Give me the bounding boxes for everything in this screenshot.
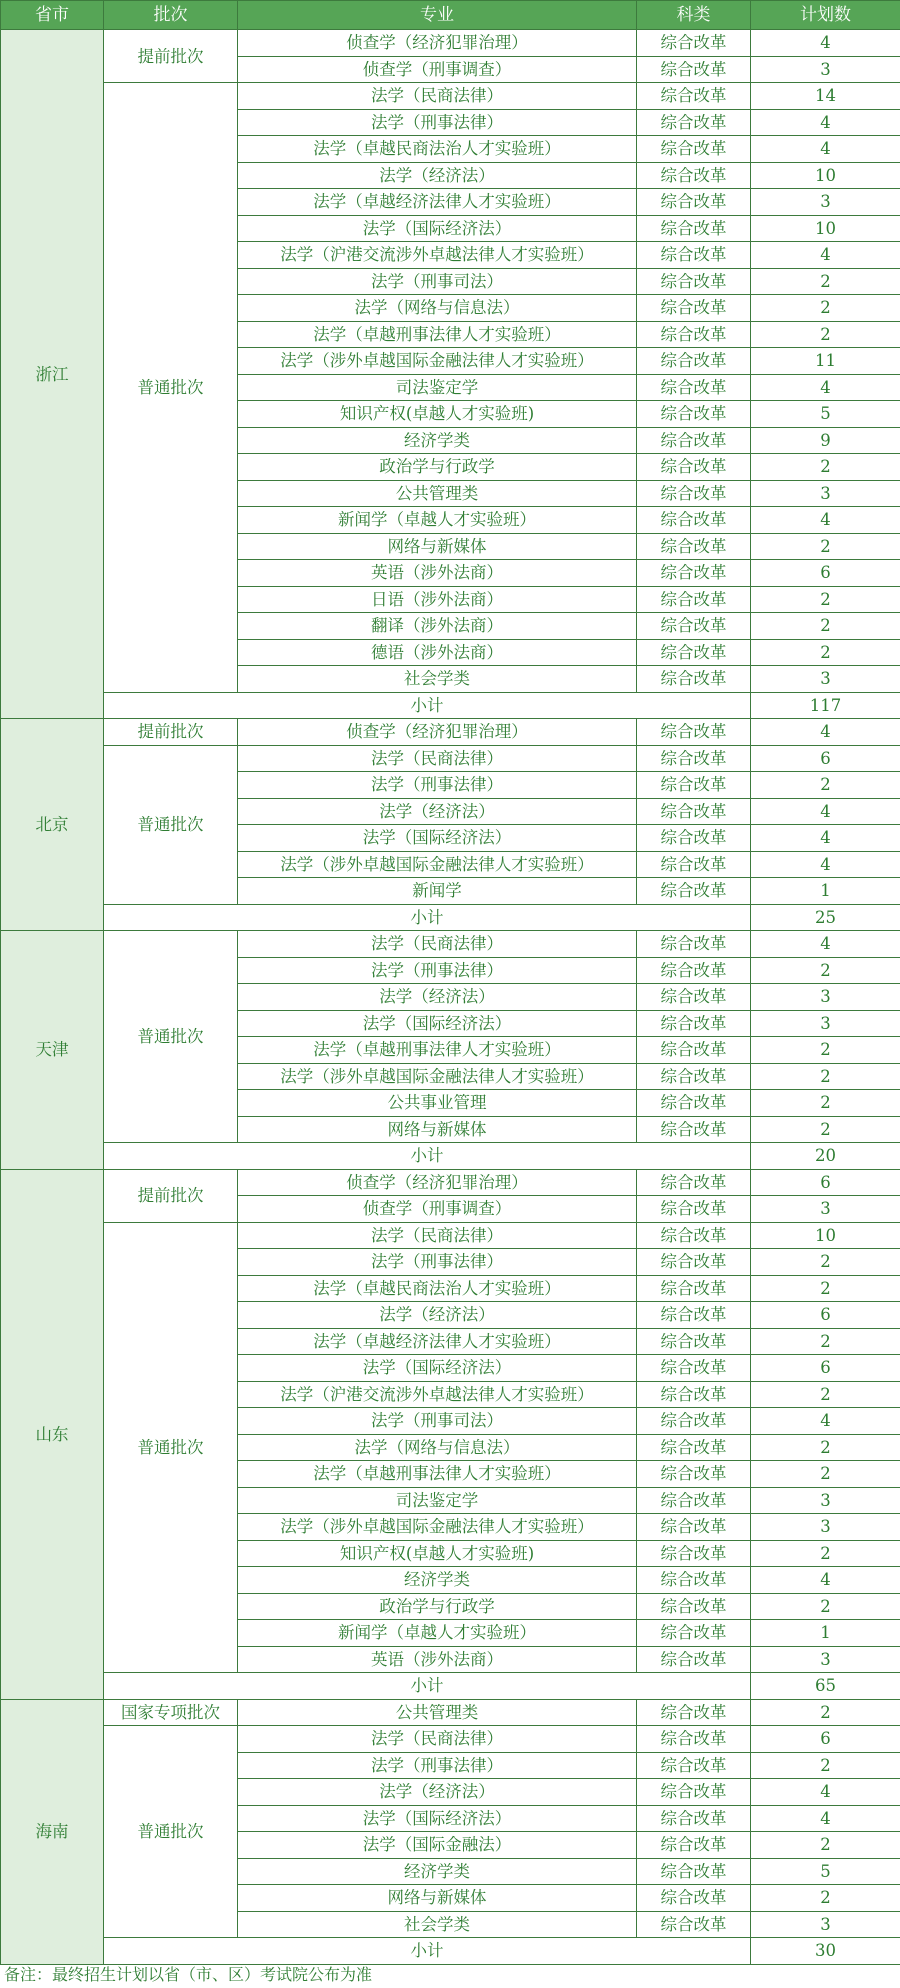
table-row — [1, 1222, 900, 1249]
plan-count-cell: 4 — [751, 374, 900, 401]
plan-count-cell: 5 — [751, 401, 900, 428]
header-plan-count: 计划数 — [751, 1, 900, 30]
category-cell: 综合改革 — [637, 931, 751, 958]
batch-cell: 普通批次 — [104, 745, 238, 904]
plan-count-cell: 6 — [751, 1169, 900, 1196]
plan-count-cell: 6 — [751, 1726, 900, 1753]
plan-count-cell: 2 — [751, 1063, 900, 1090]
major-cell: 知识产权(卓越人才实验班) — [238, 1540, 637, 1567]
category-cell: 综合改革 — [637, 1275, 751, 1302]
plan-count-cell: 2 — [751, 295, 900, 322]
category-cell: 综合改革 — [637, 189, 751, 216]
category-cell: 综合改革 — [637, 454, 751, 481]
batch-cell: 国家专项批次 — [104, 1699, 238, 1726]
category-cell: 综合改革 — [637, 1620, 751, 1647]
table-row — [1, 745, 900, 772]
category-cell: 综合改革 — [637, 1222, 751, 1249]
category-cell: 综合改革 — [637, 719, 751, 746]
plan-count-cell: 2 — [751, 1461, 900, 1488]
plan-count-cell: 6 — [751, 1355, 900, 1382]
major-cell: 网络与新媒体 — [238, 1885, 637, 1912]
category-cell: 综合改革 — [637, 1540, 751, 1567]
plan-count-cell: 2 — [751, 1885, 900, 1912]
major-cell: 法学（沪港交流涉外卓越法律人才实验班） — [238, 1381, 637, 1408]
table-row — [1, 30, 900, 57]
batch-cell: 普通批次 — [104, 1726, 238, 1938]
category-cell: 综合改革 — [637, 1752, 751, 1779]
footnote: 备注：最终招生计划以省（市、区）考试院公布为准 — [4, 1965, 373, 1984]
plan-count-cell: 6 — [751, 560, 900, 587]
plan-count-cell: 1 — [751, 1620, 900, 1647]
major-cell: 社会学类 — [238, 666, 637, 693]
major-cell: 司法鉴定学 — [238, 1487, 637, 1514]
subtotal-value: 20 — [751, 1143, 900, 1170]
major-cell: 社会学类 — [238, 1911, 637, 1938]
major-cell: 法学（卓越刑事法律人才实验班） — [238, 1037, 637, 1064]
category-cell: 综合改革 — [637, 401, 751, 428]
category-cell: 综合改革 — [637, 136, 751, 163]
batch-cell: 提前批次 — [104, 1169, 238, 1222]
category-cell: 综合改革 — [637, 745, 751, 772]
plan-count-cell: 3 — [751, 666, 900, 693]
category-cell: 综合改革 — [637, 1805, 751, 1832]
major-cell: 法学（涉外卓越国际金融法律人才实验班） — [238, 851, 637, 878]
category-cell: 综合改革 — [637, 1487, 751, 1514]
major-cell: 法学（国际经济法） — [238, 1010, 637, 1037]
category-cell: 综合改革 — [637, 1408, 751, 1435]
major-cell: 法学（民商法律） — [238, 1726, 637, 1753]
major-cell: 翻译（涉外法商） — [238, 613, 637, 640]
plan-count-cell: 1 — [751, 878, 900, 905]
plan-count-cell: 4 — [751, 1779, 900, 1806]
major-cell: 法学（国际经济法） — [238, 215, 637, 242]
plan-count-cell: 3 — [751, 1911, 900, 1938]
major-cell: 法学（沪港交流涉外卓越法律人才实验班） — [238, 242, 637, 269]
plan-count-cell: 2 — [751, 1037, 900, 1064]
plan-count-cell: 2 — [751, 957, 900, 984]
major-cell: 司法鉴定学 — [238, 374, 637, 401]
major-cell: 法学（刑事司法） — [238, 268, 637, 295]
batch-cell: 普通批次 — [104, 1222, 238, 1673]
category-cell: 综合改革 — [637, 215, 751, 242]
plan-count-cell: 4 — [751, 30, 900, 57]
major-cell: 政治学与行政学 — [238, 454, 637, 481]
major-cell: 法学（刑事法律） — [238, 957, 637, 984]
category-cell: 综合改革 — [637, 242, 751, 269]
plan-count-cell: 2 — [751, 1752, 900, 1779]
table-row — [1, 1699, 900, 1726]
plan-count-cell: 3 — [751, 1514, 900, 1541]
plan-count-cell: 3 — [751, 984, 900, 1011]
plan-count-cell: 2 — [751, 1116, 900, 1143]
plan-count-cell: 4 — [751, 825, 900, 852]
major-cell: 经济学类 — [238, 1858, 637, 1885]
category-cell: 综合改革 — [637, 613, 751, 640]
category-cell: 综合改革 — [637, 1355, 751, 1382]
province-cell: 天津 — [1, 931, 104, 1170]
category-cell: 综合改革 — [637, 798, 751, 825]
category-cell: 综合改革 — [637, 348, 751, 375]
province-cell: 北京 — [1, 719, 104, 931]
subtotal-label: 小计 — [104, 1673, 751, 1700]
major-cell: 法学（国际经济法） — [238, 825, 637, 852]
major-cell: 法学（卓越民商法治人才实验班） — [238, 136, 637, 163]
major-cell: 法学（民商法律） — [238, 931, 637, 958]
category-cell: 综合改革 — [637, 533, 751, 560]
plan-count-cell: 11 — [751, 348, 900, 375]
major-cell: 知识产权(卓越人才实验班) — [238, 401, 637, 428]
category-cell: 综合改革 — [637, 1567, 751, 1594]
category-cell: 综合改革 — [637, 1832, 751, 1859]
table-row — [1, 83, 900, 110]
category-cell: 综合改革 — [637, 1196, 751, 1223]
category-cell: 综合改革 — [637, 268, 751, 295]
category-cell: 综合改革 — [637, 83, 751, 110]
category-cell: 综合改革 — [637, 851, 751, 878]
major-cell: 法学（经济法） — [238, 984, 637, 1011]
plan-count-cell: 2 — [751, 1699, 900, 1726]
category-cell: 综合改革 — [637, 825, 751, 852]
plan-count-cell: 2 — [751, 1540, 900, 1567]
major-cell: 政治学与行政学 — [238, 1593, 637, 1620]
plan-count-cell: 10 — [751, 215, 900, 242]
major-cell: 英语（涉外法商） — [238, 1646, 637, 1673]
subtotal-row — [1, 904, 900, 931]
major-cell: 法学（涉外卓越国际金融法律人才实验班） — [238, 348, 637, 375]
plan-count-cell: 4 — [751, 719, 900, 746]
major-cell: 法学（卓越刑事法律人才实验班） — [238, 321, 637, 348]
major-cell: 法学（经济法） — [238, 1779, 637, 1806]
category-cell: 综合改革 — [637, 162, 751, 189]
table-body — [1, 30, 900, 1965]
plan-count-cell: 14 — [751, 83, 900, 110]
plan-count-cell: 4 — [751, 507, 900, 534]
plan-count-cell: 6 — [751, 1302, 900, 1329]
major-cell: 经济学类 — [238, 1567, 637, 1594]
major-cell: 法学（卓越民商法治人才实验班） — [238, 1275, 637, 1302]
major-cell: 法学（网络与信息法） — [238, 1434, 637, 1461]
major-cell: 法学（民商法律） — [238, 745, 637, 772]
category-cell: 综合改革 — [637, 1010, 751, 1037]
plan-count-cell: 3 — [751, 480, 900, 507]
major-cell: 日语（涉外法商） — [238, 586, 637, 613]
subtotal-row — [1, 1143, 900, 1170]
plan-count-cell: 4 — [751, 1567, 900, 1594]
category-cell: 综合改革 — [637, 56, 751, 83]
plan-count-cell: 3 — [751, 1487, 900, 1514]
subtotal-value: 65 — [751, 1673, 900, 1700]
table-row — [1, 1726, 900, 1753]
category-cell: 综合改革 — [637, 1779, 751, 1806]
category-cell: 综合改革 — [637, 1699, 751, 1726]
plan-count-cell: 4 — [751, 242, 900, 269]
batch-cell: 普通批次 — [104, 931, 238, 1143]
major-cell: 法学（卓越经济法律人才实验班） — [238, 1328, 637, 1355]
plan-count-cell: 2 — [751, 1593, 900, 1620]
plan-count-cell: 4 — [751, 109, 900, 136]
plan-count-cell: 3 — [751, 56, 900, 83]
province-cell: 浙江 — [1, 30, 104, 719]
major-cell: 侦查学（经济犯罪治理） — [238, 1169, 637, 1196]
plan-count-cell: 4 — [751, 931, 900, 958]
major-cell: 法学（国际金融法） — [238, 1832, 637, 1859]
table-row — [1, 719, 900, 746]
major-cell: 侦查学（刑事调查） — [238, 56, 637, 83]
category-cell: 综合改革 — [637, 1726, 751, 1753]
category-cell: 综合改革 — [637, 295, 751, 322]
major-cell: 法学（卓越经济法律人才实验班） — [238, 189, 637, 216]
category-cell: 综合改革 — [637, 1302, 751, 1329]
category-cell: 综合改革 — [637, 560, 751, 587]
plan-count-cell: 4 — [751, 798, 900, 825]
category-cell: 综合改革 — [637, 878, 751, 905]
category-cell: 综合改革 — [637, 480, 751, 507]
major-cell: 侦查学（经济犯罪治理） — [238, 30, 637, 57]
header-row — [1, 1, 900, 30]
major-cell: 公共管理类 — [238, 480, 637, 507]
category-cell: 综合改革 — [637, 1328, 751, 1355]
subtotal-row — [1, 692, 900, 719]
header-batch: 批次 — [104, 1, 238, 30]
subtotal-label: 小计 — [104, 904, 751, 931]
category-cell: 综合改革 — [637, 1063, 751, 1090]
plan-count-cell: 4 — [751, 1408, 900, 1435]
category-cell: 综合改革 — [637, 1858, 751, 1885]
category-cell: 综合改革 — [637, 1593, 751, 1620]
major-cell: 侦查学（经济犯罪治理） — [238, 719, 637, 746]
province-cell: 海南 — [1, 1699, 104, 1964]
major-cell: 法学（刑事法律） — [238, 1752, 637, 1779]
major-cell: 侦查学（刑事调查） — [238, 1196, 637, 1223]
category-cell: 综合改革 — [637, 1037, 751, 1064]
category-cell: 综合改革 — [637, 321, 751, 348]
plan-count-cell: 2 — [751, 1249, 900, 1276]
major-cell: 法学（刑事法律） — [238, 109, 637, 136]
category-cell: 综合改革 — [637, 957, 751, 984]
plan-count-cell: 3 — [751, 1196, 900, 1223]
plan-count-cell: 2 — [751, 1090, 900, 1117]
header-major: 专业 — [238, 1, 637, 30]
major-cell: 法学（国际经济法） — [238, 1355, 637, 1382]
plan-count-cell: 2 — [751, 1434, 900, 1461]
plan-count-cell: 2 — [751, 772, 900, 799]
category-cell: 综合改革 — [637, 1434, 751, 1461]
category-cell: 综合改革 — [637, 586, 751, 613]
subtotal-value: 117 — [751, 692, 900, 719]
major-cell: 法学（刑事法律） — [238, 1249, 637, 1276]
major-cell: 经济学类 — [238, 427, 637, 454]
major-cell: 网络与新媒体 — [238, 1116, 637, 1143]
category-cell: 综合改革 — [637, 374, 751, 401]
category-cell: 综合改革 — [637, 984, 751, 1011]
plan-count-cell: 9 — [751, 427, 900, 454]
table-header — [1, 1, 900, 30]
plan-count-cell: 2 — [751, 1381, 900, 1408]
plan-count-cell: 2 — [751, 586, 900, 613]
category-cell: 综合改革 — [637, 1169, 751, 1196]
major-cell: 法学（经济法） — [238, 798, 637, 825]
province-cell: 山东 — [1, 1169, 104, 1699]
subtotal-row — [1, 1673, 900, 1700]
major-cell: 德语（涉外法商） — [238, 639, 637, 666]
category-cell: 综合改革 — [637, 666, 751, 693]
plan-count-cell: 2 — [751, 321, 900, 348]
subtotal-label: 小计 — [104, 1143, 751, 1170]
major-cell: 新闻学 — [238, 878, 637, 905]
category-cell: 综合改革 — [637, 1249, 751, 1276]
plan-count-cell: 5 — [751, 1858, 900, 1885]
plan-count-cell: 10 — [751, 1222, 900, 1249]
category-cell: 综合改革 — [637, 427, 751, 454]
plan-count-cell: 4 — [751, 136, 900, 163]
major-cell: 法学（涉外卓越国际金融法律人才实验班） — [238, 1514, 637, 1541]
category-cell: 综合改革 — [637, 30, 751, 57]
plan-count-cell: 2 — [751, 613, 900, 640]
batch-cell: 普通批次 — [104, 83, 238, 693]
major-cell: 法学（涉外卓越国际金融法律人才实验班） — [238, 1063, 637, 1090]
category-cell: 综合改革 — [637, 1116, 751, 1143]
category-cell: 综合改革 — [637, 1514, 751, 1541]
major-cell: 法学（民商法律） — [238, 1222, 637, 1249]
category-cell: 综合改革 — [637, 1911, 751, 1938]
category-cell: 综合改革 — [637, 1461, 751, 1488]
header-province: 省市 — [1, 1, 104, 30]
category-cell: 综合改革 — [637, 1090, 751, 1117]
header-category: 科类 — [637, 1, 751, 30]
plan-count-cell: 10 — [751, 162, 900, 189]
subtotal-row — [1, 1938, 900, 1965]
batch-cell: 提前批次 — [104, 30, 238, 83]
category-cell: 综合改革 — [637, 639, 751, 666]
major-cell: 法学（网络与信息法） — [238, 295, 637, 322]
major-cell: 法学（经济法） — [238, 1302, 637, 1329]
plan-count-cell: 2 — [751, 533, 900, 560]
major-cell: 网络与新媒体 — [238, 533, 637, 560]
table-row — [1, 1169, 900, 1196]
category-cell: 综合改革 — [637, 109, 751, 136]
plan-count-cell: 6 — [751, 745, 900, 772]
plan-count-cell: 2 — [751, 454, 900, 481]
subtotal-label: 小计 — [104, 1938, 751, 1965]
major-cell: 法学（刑事司法） — [238, 1408, 637, 1435]
plan-count-cell: 3 — [751, 1010, 900, 1037]
subtotal-label: 小计 — [104, 692, 751, 719]
major-cell: 新闻学（卓越人才实验班） — [238, 507, 637, 534]
plan-count-cell: 2 — [751, 1328, 900, 1355]
plan-count-cell: 4 — [751, 851, 900, 878]
major-cell: 法学（卓越刑事法律人才实验班） — [238, 1461, 637, 1488]
category-cell: 综合改革 — [637, 772, 751, 799]
plan-count-cell: 3 — [751, 1646, 900, 1673]
major-cell: 公共管理类 — [238, 1699, 637, 1726]
plan-count-cell: 2 — [751, 1832, 900, 1859]
major-cell: 英语（涉外法商） — [238, 560, 637, 587]
plan-count-cell: 3 — [751, 189, 900, 216]
category-cell: 综合改革 — [637, 507, 751, 534]
major-cell: 法学（经济法） — [238, 162, 637, 189]
batch-cell: 提前批次 — [104, 719, 238, 746]
category-cell: 综合改革 — [637, 1646, 751, 1673]
plan-count-cell: 2 — [751, 1275, 900, 1302]
major-cell: 新闻学（卓越人才实验班） — [238, 1620, 637, 1647]
subtotal-value: 25 — [751, 904, 900, 931]
category-cell: 综合改革 — [637, 1885, 751, 1912]
major-cell: 公共事业管理 — [238, 1090, 637, 1117]
major-cell: 法学（国际经济法） — [238, 1805, 637, 1832]
plan-count-cell: 4 — [751, 1805, 900, 1832]
table-row — [1, 931, 900, 958]
category-cell: 综合改革 — [637, 1381, 751, 1408]
subtotal-value: 30 — [751, 1938, 900, 1965]
plan-count-cell: 2 — [751, 639, 900, 666]
major-cell: 法学（民商法律） — [238, 83, 637, 110]
major-cell: 法学（刑事法律） — [238, 772, 637, 799]
plan-count-cell: 2 — [751, 268, 900, 295]
